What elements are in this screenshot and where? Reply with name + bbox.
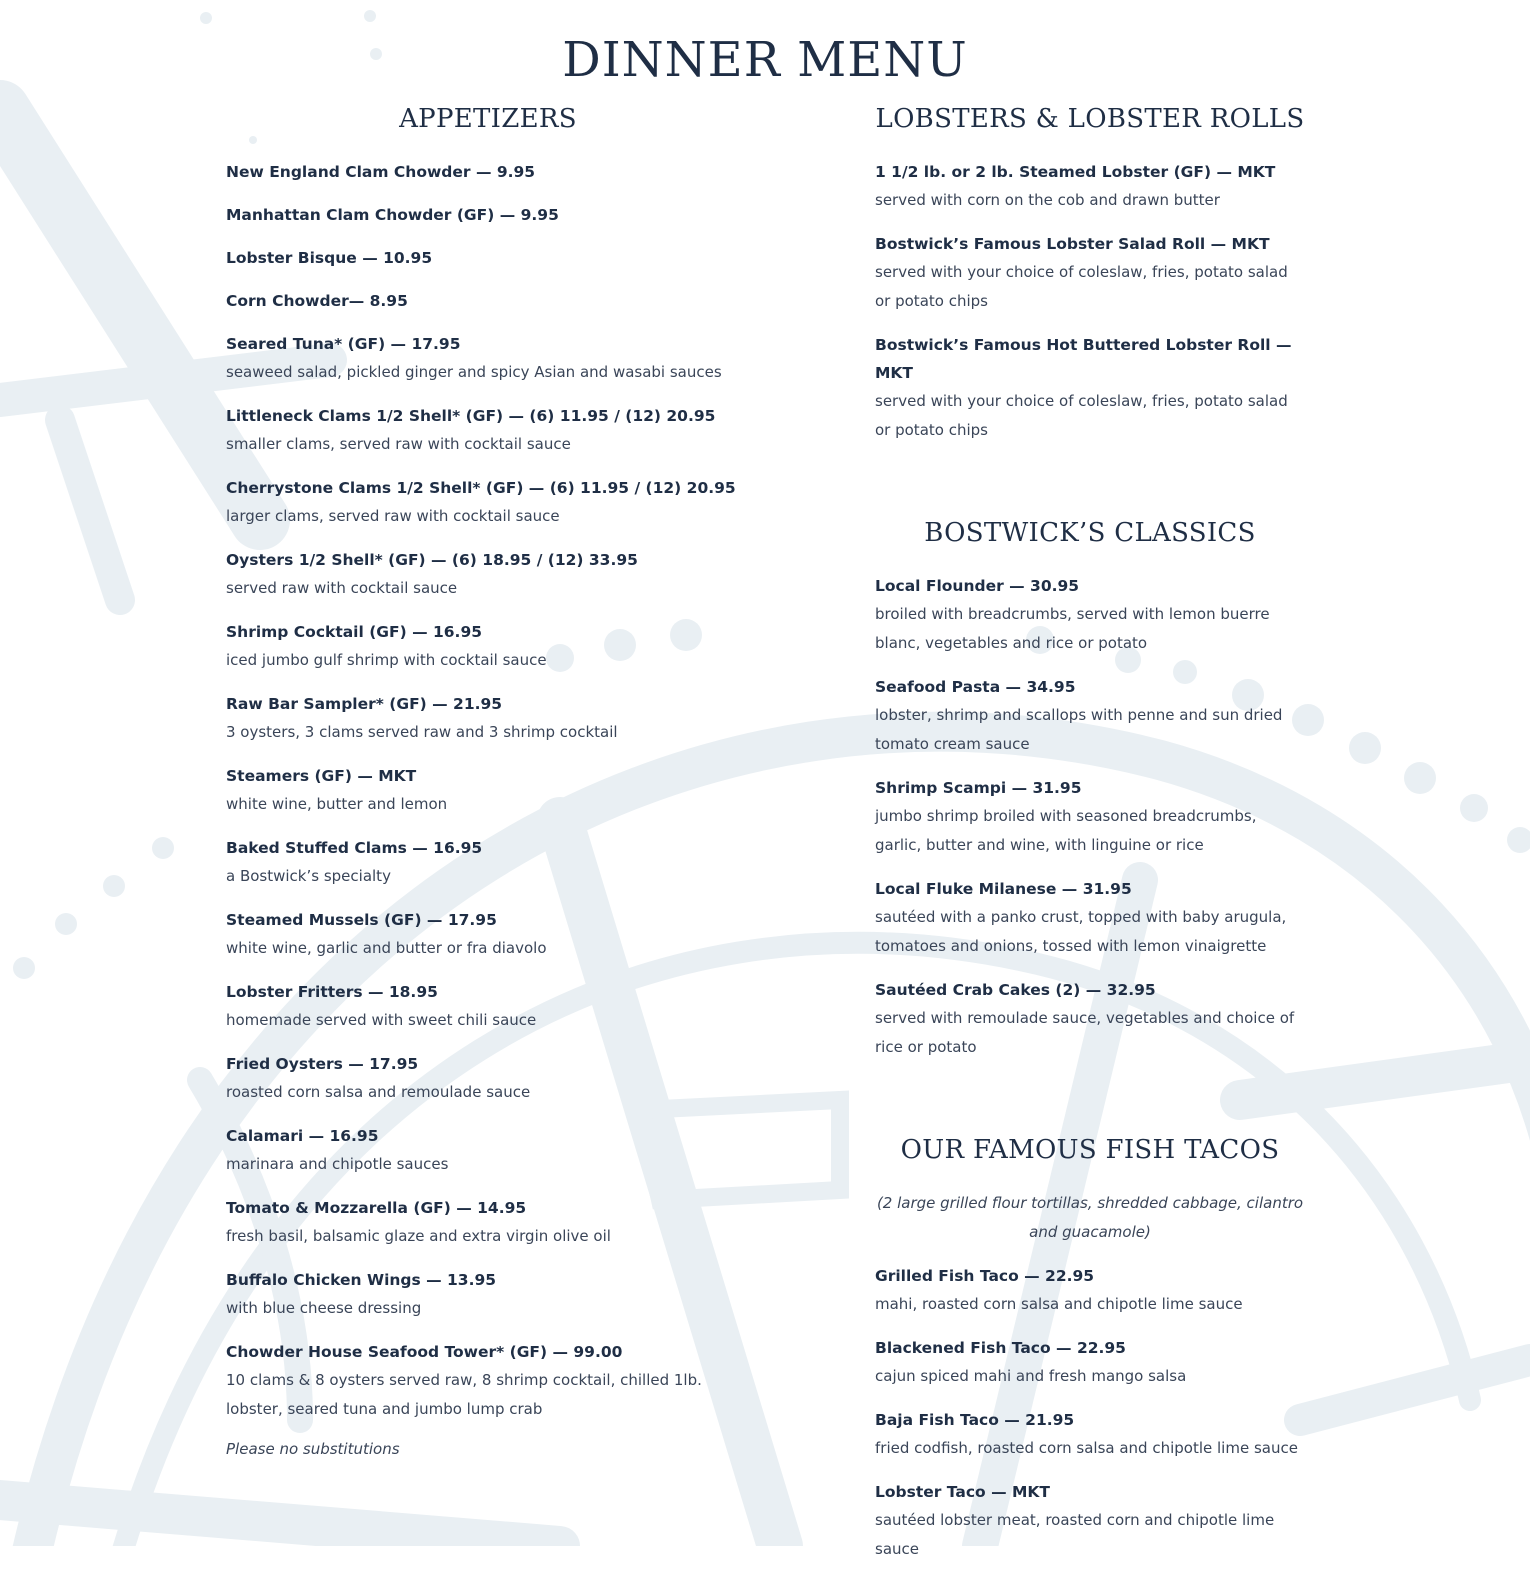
menu-item [875,1406,1305,1463]
menu-item-description: 3 oysters, 3 clams served raw and 3 shrimp cocktail [226,723,618,741]
right-column [875,104,1305,1579]
menu-item [226,201,750,229]
menu-item-name: Bostwick’s Famous Lobster Salad Roll — MKT [875,235,1270,253]
menu-item-description: roasted corn salsa and remoulade sauce [226,1083,531,1101]
menu-item [226,762,750,819]
menu-item-name: Bostwick’s Famous Hot Buttered Lobster Roll — MKT [875,336,1292,382]
menu-item-name: Grilled Fish Taco — 22.95 [875,1267,1095,1285]
menu-item [226,1122,750,1179]
menu-item [226,1266,750,1323]
menu-item [226,546,750,603]
menu-item-name: Blackened Fish Taco — 22.95 [875,1339,1126,1357]
menu-item-name: Sautéed Crab Cakes (2) — 32.95 [875,981,1156,999]
menu-item-name: Shrimp Scampi — 31.95 [875,779,1082,797]
menu-item-description: sautéed lobster meat, roasted corn and chipotle lime sauce [875,1511,1275,1558]
menu-item-name: Oysters 1/2 Shell* (GF) — (6) 18.95 / (12) 33.95 [226,551,638,569]
section-title-tacos: OUR FAMOUS FISH TACOS [900,1135,1280,1165]
menu-item-name: Lobster Taco — MKT [875,1483,1050,1501]
classics-list [875,572,1305,1062]
menu-item [875,230,1305,316]
tacos-list [875,1262,1305,1564]
menu-item-description: served with remoulade sauce, vegetables and choice of rice or potato [875,1009,1295,1056]
menu-item-name: Littleneck Clams 1/2 Shell* (GF) — (6) 11.95 / (12) 20.95 [226,407,716,425]
menu-item [226,330,750,387]
menu-item [875,1334,1305,1391]
menu-item [226,1050,750,1107]
menu-item-name: Seared Tuna* (GF) — 17.95 [226,335,461,353]
menu-item-description: fresh basil, balsamic glaze and extra virgin olive oil [226,1227,611,1245]
menu-item-name: New England Clam Chowder — 9.95 [226,163,536,181]
menu-item [875,875,1305,961]
menu-item-name: Lobster Bisque — 10.95 [226,249,433,267]
menu-item-name: Tomato & Mozzarella (GF) — 14.95 [226,1199,527,1217]
menu-item [875,976,1305,1062]
menu-item-description: larger clams, served raw with cocktail sauce [226,507,560,525]
menu-item-name: Shrimp Cocktail (GF) — 16.95 [226,623,483,641]
menu-item-name: Manhattan Clam Chowder (GF) — 9.95 [226,206,559,224]
menu-item [226,1338,750,1424]
menu-item-description: white wine, garlic and butter or fra diavolo [226,939,547,957]
menu-item-description: fried codfish, roasted corn salsa and chipotle lime sauce [875,1439,1298,1457]
menu-item-name: Baja Fish Taco — 21.95 [875,1411,1075,1429]
menu-item-description: served with corn on the cob and drawn butter [875,191,1220,209]
menu-item-description: cajun spiced mahi and fresh mango salsa [875,1367,1187,1385]
menu-item [226,402,750,459]
section-title-classics: BOSTWICK’S CLASSICS [924,518,1256,548]
menu-item [875,158,1305,215]
menu-item-name: Raw Bar Sampler* (GF) — 21.95 [226,695,503,713]
menu-item [226,690,750,747]
menu-item-description: iced jumbo gulf shrimp with cocktail sauce [226,651,547,669]
menu-item [226,474,750,531]
lobsters-list [875,158,1305,445]
tacos-intro: (2 large grilled flour tortillas, shredded cabbage, cilantro and guacamole) [876,1194,1304,1241]
menu-item [226,287,750,315]
menu-item [226,158,750,186]
menu-item-description: marinara and chipotle sauces [226,1155,449,1173]
menu-item-name: Steamers (GF) — MKT [226,767,417,785]
menu-item-name: Buffalo Chicken Wings — 13.95 [226,1271,497,1289]
menu-item [226,618,750,675]
menu-item-name: Chowder House Seafood Tower* (GF) — 99.00 [226,1343,623,1361]
menu-item-description: mahi, roasted corn salsa and chipotle lime sauce [875,1295,1243,1313]
appetizers-note: Please no substitutions [226,1440,400,1458]
section-title-lobsters: LOBSTERS & LOBSTER ROLLS [875,104,1305,134]
section-title-appetizers: APPETIZERS [399,104,577,134]
menu-item-description: served raw with cocktail sauce [226,579,458,597]
menu-item [875,572,1305,658]
menu-item [226,978,750,1035]
menu-item-description: 10 clams & 8 oysters served raw, 8 shrimp cocktail, chilled 1lb. lobster, seared tuna and jumbo lump crab [226,1371,702,1418]
menu-item-description: seaweed salad, pickled ginger and spicy Asian and wasabi sauces [226,363,722,381]
page-title: DINNER MENU [562,32,968,88]
left-column [226,104,750,1463]
menu-item [875,673,1305,759]
menu-item-name: Corn Chowder— 8.95 [226,292,408,310]
menu-item [875,1262,1305,1319]
menu-item-name: Cherrystone Clams 1/2 Shell* (GF) — (6) 11.95 / (12) 20.95 [226,479,736,497]
menu-item-description: broiled with breadcrumbs, served with lemon buerre blanc, vegetables and rice or potato [875,605,1270,652]
menu-item-description: served with your choice of coleslaw, fries, potato salad or potato chips [875,392,1288,439]
menu-item [875,774,1305,860]
menu-item-name: Calamari — 16.95 [226,1127,379,1145]
menu-item-description: jumbo shrimp broiled with seasoned breadcrumbs, garlic, butter and wine, with linguine or rice [875,807,1257,854]
menu-item-name: Local Fluke Milanese — 31.95 [875,880,1132,898]
menu-item-description: smaller clams, served raw with cocktail sauce [226,435,571,453]
menu-item [226,906,750,963]
menu-item-description: served with your choice of coleslaw, fries, potato salad or potato chips [875,263,1288,310]
menu-item-name: Lobster Fritters — 18.95 [226,983,438,1001]
menu-item-name: Fried Oysters — 17.95 [226,1055,419,1073]
menu-item-description: lobster, shrimp and scallops with penne and sun dried tomato cream sauce [875,706,1283,753]
menu-item-description: white wine, butter and lemon [226,795,448,813]
menu-item [226,244,750,272]
menu-item [875,331,1305,445]
menu-item-name: Baked Stuffed Clams — 16.95 [226,839,483,857]
menu-item-name: Local Flounder — 30.95 [875,577,1080,595]
menu-item-description: a Bostwick’s specialty [226,867,391,885]
menu-item-description: with blue cheese dressing [226,1299,422,1317]
menu-item-description: sautéed with a panko crust, topped with baby arugula, tomatoes and onions, tossed with lemon vinaigrette [875,908,1287,955]
appetizers-list [226,158,750,1424]
menu-item-name: Seafood Pasta — 34.95 [875,678,1076,696]
menu-item-name: Steamed Mussels (GF) — 17.95 [226,911,497,929]
menu-item [226,834,750,891]
menu-item [226,1194,750,1251]
menu-item-description: homemade served with sweet chili sauce [226,1011,537,1029]
menu-item [875,1478,1305,1564]
menu-item-name: 1 1/2 lb. or 2 lb. Steamed Lobster (GF) — MKT [875,163,1276,181]
